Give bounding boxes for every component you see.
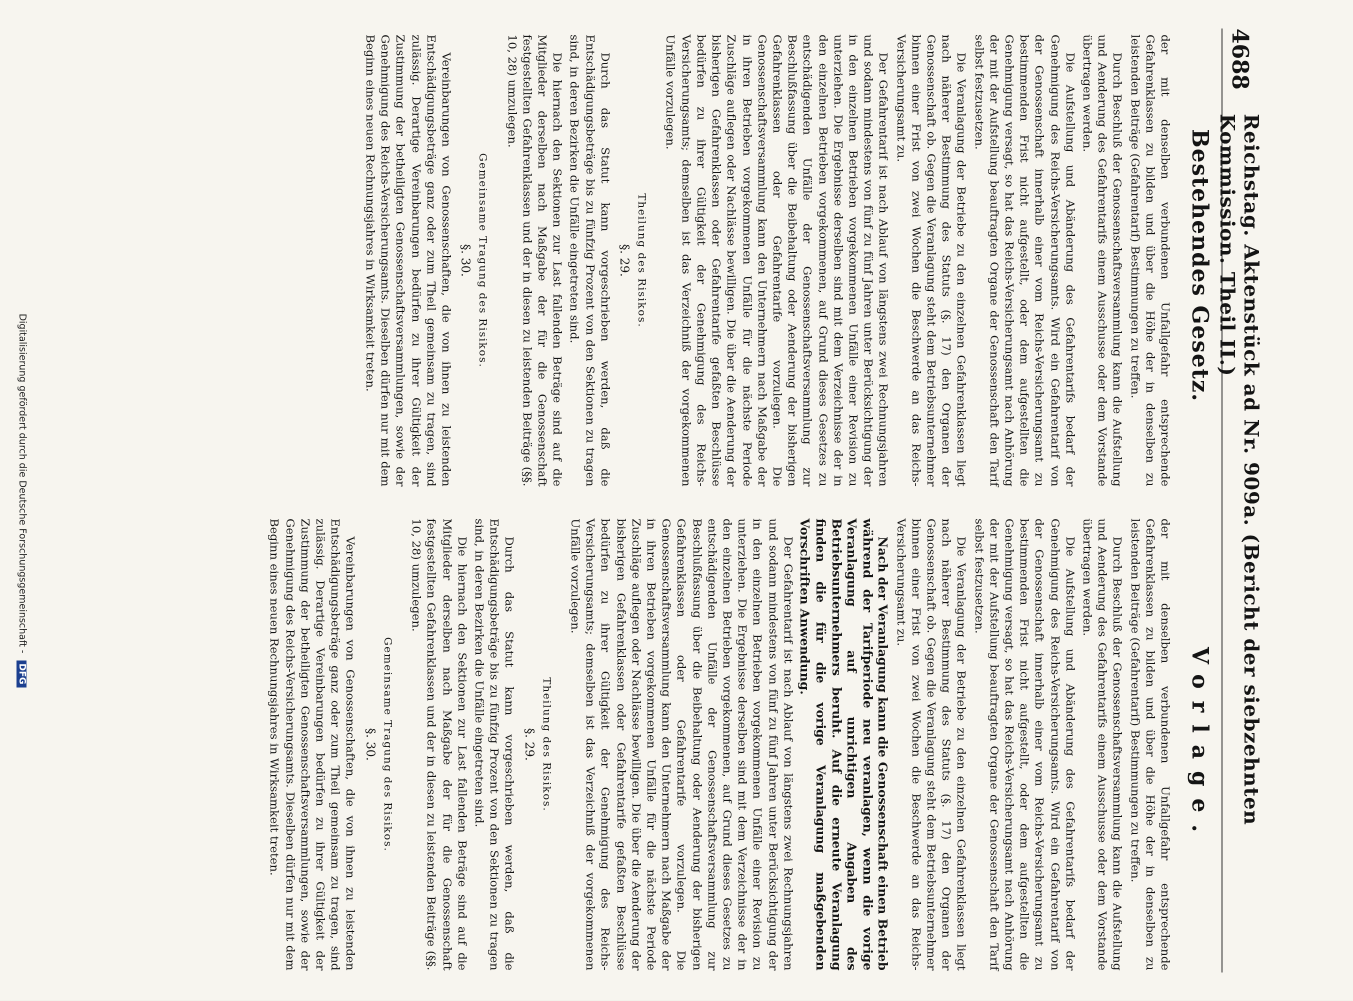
section-title: Theilung des Risikos. xyxy=(540,677,553,812)
rotated-document-page xyxy=(0,1,1353,1001)
paragraph: Die Veranlagung der Betriebe zu den einzelnen Gefahrenklassen liegt nach näherer Bestimmung des Statuts (§. 17) den Organen der Genossenschaft ob. Gegen die Veranlagung steht dem Betriebsunternehmer binnen einer Frist von zwei Wochen die Beschwerde an das Reichs-Versicherungsamt zu. xyxy=(894,518,969,971)
credit-text: Digitalisierung gefördert durch die Deutsche Forschungsgemeinschaft - xyxy=(16,313,28,654)
paragraph: Der Gefahrentarif ist nach Ablauf von längstens zwei Rechnungsjahren und sodann mindestens von fünf zu fünf Jahren unter Berücksichtigung der in den einzelnen Betrieben vorgekommenen Unfälle einer Revision zu unterziehen. Die Ergebnisse derselben sind mit dem Verzeichnisse der in den einzelnen Betrieben vorgekommenen, auf Grund dieses Gesetzes zu entschädigenden Unfälle der Genossenschaftsversammlung zur Beschlußfassung über die Beibehaltung oder Aenderung der bisherigen Gefahrenklassen oder Gefahrentarife vorzulegen. Die Genossenschaftsversammlung kann den Unternehmern nach Maßgabe der in ihren Betrieben vorgekommenen Unfälle für die nächste Periode Zuschläge auflegen oder Nachlässe bewilligen. Die über die Aenderung der bisherigen Gefahrenklassen oder Gefahrentarife gefaßten Beschlüsse bedürfen zu ihrer Gültigkeit der Genehmigung des Reichs-Versicherungsamts; demselben ist das Verzeichniß der vorgekommenen Unfälle vorzulegen. xyxy=(664,34,891,487)
paragraph: Die Veranlagung der Betriebe zu den einzelnen Gefahrenklassen liegt nach näherer Bestimmung des Statuts (§. 17) den Organen der Genossenschaft ob. Gegen die Veranlagung steht dem Betriebsunternehmer binnen einer Frist von zwei Wochen die Beschwerde an das Reichs-Versicherungsamt zu. xyxy=(894,34,969,487)
column-existing-law xyxy=(360,35,1172,487)
running-header xyxy=(1215,28,1264,973)
section-number: §. 30. xyxy=(363,728,378,761)
dfg-logo: DFG xyxy=(17,660,27,687)
paragraph: Die Aufstellung und Abänderung des Gefahrentarifs bedarf der Genehmigung des Reichs-Versicherungsamts. Wird ein Gefahrentarif von der Genossenschaft innerhalb einer vom Reichs-Versicherungsamt zu bestimmenden Frist nicht aufgestellt, oder dem aufgestellten die Genehmigung versagt, so hat das Reichs-Versicherungsamt nach Anhörung der mit der Aufstellung beauftragten Organe der Genossenschaft den Tarif selbst festzusetzen. xyxy=(972,518,1078,971)
section-title: Gemeinsame Tragung des Risikos. xyxy=(476,153,489,368)
section-title: Gemeinsame Tragung des Risikos. xyxy=(381,637,394,852)
paragraph: Die Aufstellung und Abänderung des Gefahrentarifs bedarf der Genehmigung des Reichs-Versicherungsamts. Wird ein Gefahrentarif von der Genossenschaft innerhalb einer vom Reichs-Versicherungsamt zu bestimmenden Frist nicht aufgestellt, oder dem aufgestellten die Genehmigung versagt, so hat das Reichs-Versicherungsamt nach Anhörung der mit der Aufstellung beauftragten Organe der Genossenschaft den Tarif selbst festzusetzen. xyxy=(972,34,1078,487)
paragraph: Durch Beschluß der Genossenschaftsversammlung kann die Aufstellung und Aenderung des Gefahrentarifs einem Ausschusse oder dem Vorstande übertragen werden. xyxy=(1080,34,1125,487)
paragraph: der mit denselben verbundenen Unfallgefahr entsprechende Gefahrenklassen zu bilden und über die Höhe der in denselben zu leistenden Beiträge (Gefahrentarif) Bestimmungen zu treffen. xyxy=(1128,518,1173,971)
paragraph: Vereinbarungen von Genossenschaften, die von ihnen zu leistenden Entschädigungsbeträge ganz oder zum Theil gemeinsam zu tragen, sind zulässig. Derartige Vereinbarungen bedürfen zu ihrer Gültigkeit der Zustimmung der betheiligten Genossenschaftsversammlungen, sowie der Genehmigung des Reichs-Versicherungsamts. Dieselben dürfen nur mit dem Beginn eines neuen Rechnungsjahres in Wirksamkeit treten. xyxy=(267,518,358,971)
paragraph: der mit denselben verbundenen Unfallgefahr entsprechende Gefahrenklassen zu bilden und über die Höhe der in denselben zu leistenden Beiträge (Gefahrentarif) Bestimmungen zu treffen. xyxy=(1128,34,1173,487)
column-title-proposal: Vorlage. xyxy=(1186,647,1213,844)
section-number: §. 30. xyxy=(458,244,473,277)
section-number: §. 29. xyxy=(617,244,632,277)
column-title-existing-law: Bestehendes Gesetz. xyxy=(1186,128,1213,403)
header-source: Reichstag. Aktenstück ad Nr. 909a. (Bericht der siebzehnten Kommission. Theil II.) xyxy=(1215,113,1264,826)
paragraph: Vereinbarungen von Genossenschaften, die von ihnen zu leistenden Entschädigungsbeträge ganz oder zum Theil gemeinsam zu tragen, sind zulässig. Derartige Vereinbarungen bedürfen zu ihrer Gültigkeit der Zustimmung der betheiligten Genossenschaftsversammlungen, sowie der Genehmigung des Reichs-Versicherungsamts. Dieselben dürfen nur mit dem Beginn eines neuen Rechnungsjahres in Wirksamkeit treten. xyxy=(363,34,454,487)
paragraph: Durch das Statut kann vorgeschrieben werden, daß die Entschädigungsbeträge bis zu fünfzig Prozent von den Sektionen zu tragen sind, in deren Bezirken die Unfälle eingetreten sind. xyxy=(472,518,517,971)
bold-amendment-paragraph: Nach der Veranlagung kann die Genossenschaft einen Betrieb während der Tarifperiode neu veranlagen, wenn die vorige Veranlagung auf unrichtigen Angaben des Betriebsunternehmers beruht. Auf die erneute Veranlagung finden die für die vorige Veranlagung maßgebenden Vorschriften Anwendung. xyxy=(797,518,891,971)
paragraph: Durch das Statut kann vorgeschrieben werden, daß die Entschädigungsbeträge bis zu fünfzig Prozent von den Sektionen zu tragen sind, in deren Bezirken die Unfälle eingetreten sind. xyxy=(567,34,613,487)
paragraph: Durch Beschluß der Genossenschaftsversammlung kann die Aufstellung und Aenderung des Gefahrentarifs einem Ausschusse oder dem Vorstande übertragen werden. xyxy=(1080,518,1125,971)
section-title: Theilung des Risikos. xyxy=(635,193,648,328)
paragraph: Die hiernach den Sektionen zur Last fallenden Beträge sind auf die Mitglieder derselben nach Maßgabe der für die Genossenschaft festgestellten Gefahrenklassen und der in diesen zu leistenden Beiträge (§§. 10, 28) umzulegen. xyxy=(409,518,470,971)
column-proposal xyxy=(265,519,1173,971)
section-number: §. 29. xyxy=(522,728,537,761)
digitization-credit xyxy=(17,1,28,1001)
paragraph: Der Gefahrentarif ist nach Ablauf von längstens zwei Rechnungsjahren und sodann mindestens von fünf zu fünf Jahren unter Berücksichtigung der in den einzelnen Betrieben vorgekommenen Unfälle einer Revision zu unterziehen. Die Ergebnisse derselben sind mit dem Verzeichnisse der in den einzelnen Betrieben vorgekommenen, auf Grund dieses Gesetzes zu entschädigenden Unfälle der Genossenschaftsversammlung zur Beschlußfassung über die Beibehaltung oder Aenderung der bisherigen Gefahrenklassen oder Gefahrentarife vorzulegen. Die Genossenschaftsversammlung kann den Unternehmern nach Maßgabe der in ihren Betrieben vorgekommenen Unfälle für die nächste Periode Zuschläge auflegen oder Nachlässe bewilligen. Die über die Aenderung der bisherigen Gefahrenklassen oder Gefahrentarife gefaßten Beschlüsse bedürfen zu ihrer Gültigkeit der Genehmigung des Reichs-Versicherungsamts; demselben ist das Verzeichniß der vorgekommenen Unfälle vorzulegen. xyxy=(568,518,796,971)
paragraph: Die hiernach den Sektionen zur Last fallenden Beträge sind auf die Mitglieder derselben nach Maßgabe der für die Genossenschaft festgestellten Gefahrenklassen und der in diesen zu leistenden Beiträge (§§. 10, 28) umzulegen. xyxy=(505,34,565,487)
page-number: 4688 xyxy=(1226,28,1253,90)
